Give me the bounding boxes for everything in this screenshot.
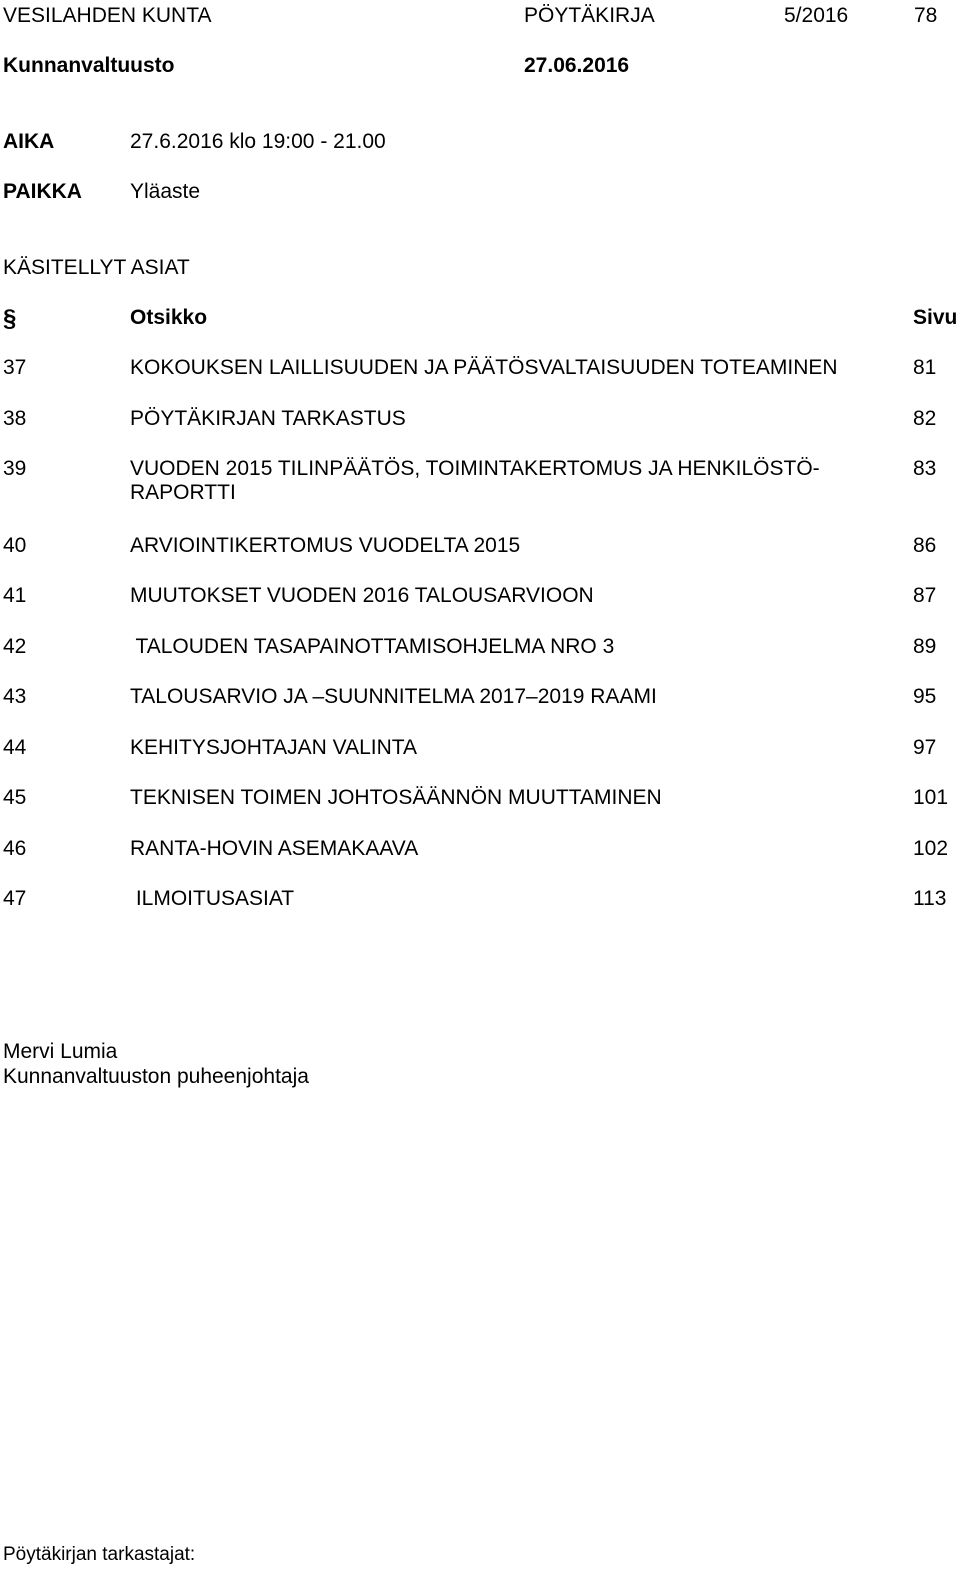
item-page: 95: [913, 685, 937, 708]
place-label: PAIKKA: [3, 180, 82, 203]
meeting-date: 27.06.2016: [524, 54, 630, 77]
organization-name: VESILAHDEN KUNTA: [3, 4, 212, 27]
agenda-heading: KÄSITELLYT ASIAT: [3, 256, 190, 279]
page-column-header: Sivu: [913, 306, 958, 329]
item-page: 97: [913, 736, 937, 759]
item-page: 113: [913, 887, 947, 910]
item-title: PÖYTÄKIRJAN TARKASTUS: [130, 407, 406, 430]
item-number: 43: [3, 685, 27, 708]
item-title: MUUTOKSET VUODEN 2016 TALOUSARVIOON: [130, 584, 594, 607]
governing-body: Kunnanvaltuusto: [3, 54, 175, 77]
item-title: ILMOITUSASIAT: [130, 887, 295, 910]
item-number: 47: [3, 887, 27, 910]
item-page: 101: [913, 786, 949, 809]
item-number: 45: [3, 786, 27, 809]
item-page: 83: [913, 457, 937, 480]
item-number: 37: [3, 356, 27, 379]
item-title: TEKNISEN TOIMEN JOHTOSÄÄNNÖN MUUTTAMINEN: [130, 786, 662, 809]
item-title: TALOUDEN TASAPAINOTTAMISOHJELMA NRO 3: [130, 635, 615, 658]
item-page: 89: [913, 635, 937, 658]
document-type: PÖYTÄKIRJA: [524, 4, 655, 27]
time-value: 27.6.2016 klo 19:00 - 21.00: [130, 130, 386, 153]
item-title: VUODEN 2015 TILINPÄÄTÖS, TOIMINTAKERTOMUS JA HENKILÖSTÖ- RAPORTTI: [130, 457, 820, 505]
item-number: 38: [3, 407, 27, 430]
item-number: 40: [3, 534, 27, 557]
item-page: 81: [913, 356, 937, 379]
item-page: 82: [913, 407, 937, 430]
page-number: 78: [914, 4, 938, 27]
place-value: Yläaste: [130, 180, 201, 203]
time-label: AIKA: [3, 130, 55, 153]
item-number: 41: [3, 584, 27, 607]
item-number: 44: [3, 736, 27, 759]
item-title: TALOUSARVIO JA –SUUNNITELMA 2017–2019 RAAMI: [130, 685, 657, 708]
item-title: RANTA-HOVIN ASEMAKAAVA: [130, 837, 419, 860]
section-symbol: §: [3, 305, 17, 332]
title-column-header: Otsikko: [130, 306, 208, 329]
item-title: KOKOUKSEN LAILLISUUDEN JA PÄÄTÖSVALTAISUUDEN TOTEAMINEN: [130, 356, 838, 379]
item-number: 39: [3, 457, 27, 480]
item-page: 102: [913, 837, 949, 860]
item-page: 87: [913, 584, 937, 607]
item-title: KEHITYSJOHTAJAN VALINTA: [130, 736, 418, 759]
item-title: ARVIOINTIKERTOMUS VUODELTA 2015: [130, 534, 521, 557]
item-page: 86: [913, 534, 937, 557]
item-number: 46: [3, 837, 27, 860]
item-number: 42: [3, 635, 27, 658]
signer-name: Mervi Lumia: [3, 1040, 118, 1063]
document-number: 5/2016: [784, 4, 849, 27]
reviewers-label: Pöytäkirjan tarkastajat:: [3, 1544, 196, 1565]
signer-role: Kunnanvaltuuston puheenjohtaja: [3, 1065, 309, 1088]
